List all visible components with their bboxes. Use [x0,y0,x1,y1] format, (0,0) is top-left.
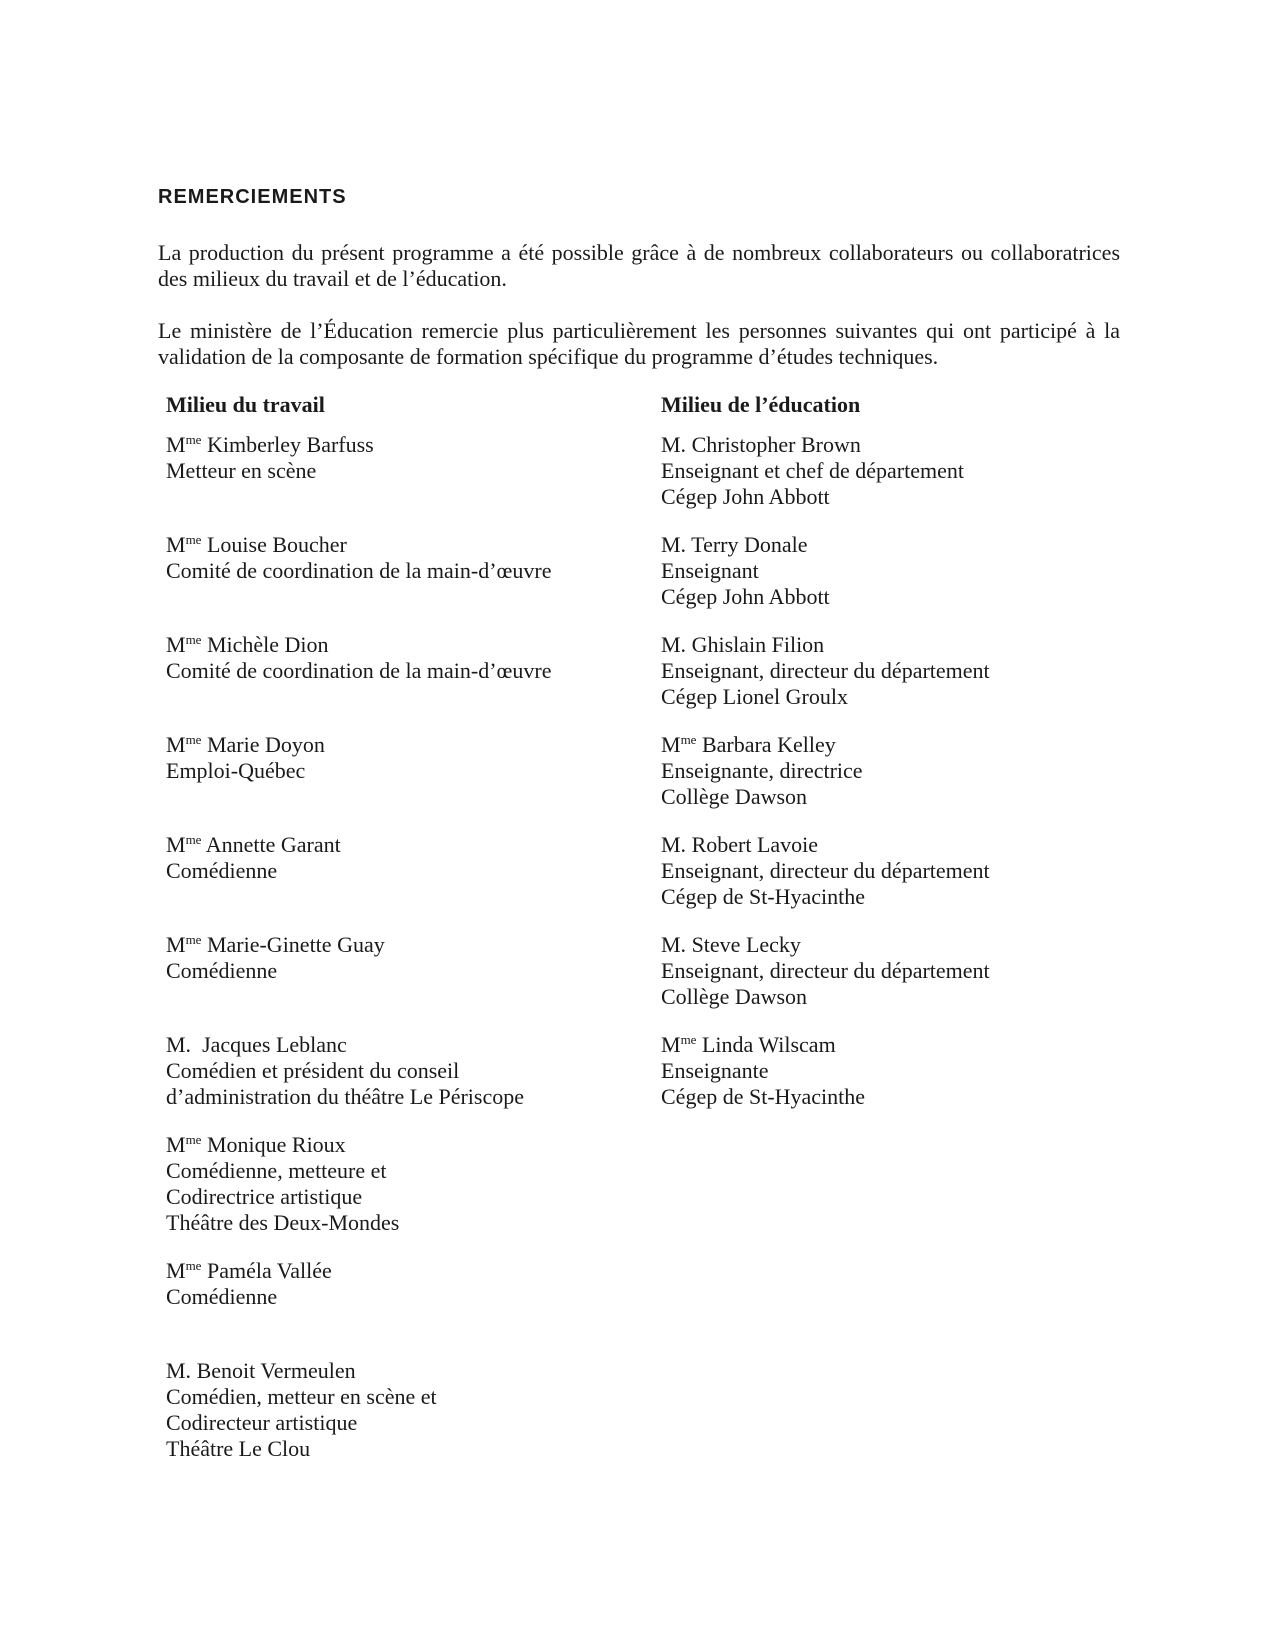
honorific-base: M [661,1032,681,1057]
honorific-base: M [166,732,186,757]
person-name-text: Christopher Brown [686,432,861,457]
person-role: Cégep John Abbott [661,584,830,609]
person-role: Enseignant et chef de département [661,458,964,483]
person-entry [661,932,1121,1032]
honorific-base: M. [166,1358,192,1383]
person-name [166,1258,626,1284]
person-name-text: Louise Boucher [201,532,347,557]
person-role: Cégep John Abbott [661,484,830,509]
person-name [661,932,1121,958]
person-name-text: Marie Doyon [201,732,325,757]
person-name [661,632,1121,658]
honorific-base: M. [661,432,687,457]
person-role: Comédien et président du conseil [166,1058,460,1083]
person-name [166,1358,626,1384]
person-name [661,1032,1121,1058]
person-role: Enseignant [661,558,759,583]
person-role: Enseignant, directeur du département [661,858,990,883]
person-name [166,1132,626,1158]
person-name [166,1032,626,1058]
honorific-base: M [166,1132,186,1157]
person-role: Enseignante [661,1058,769,1083]
person-role: Cégep Lionel Groulx [661,684,848,709]
work-column-title: Milieu du travail [166,392,325,417]
person-role: Comédienne [166,958,278,983]
honorific-base: M [166,932,186,957]
honorific-superscript: me [185,632,202,647]
person-entry [661,432,1121,532]
person-name-text: Linda Wilscam [696,1032,836,1057]
honorific [166,632,201,657]
person-name-text: Terry Donale [686,532,808,557]
person-role: Cégep de St-Hyacinthe [661,1084,866,1109]
person-name-text: Benoit Vermeulen [191,1358,356,1383]
honorific-superscript: me [185,732,202,747]
person-entry [166,432,626,532]
person-role: Comédienne [166,858,278,883]
person-role: Théâtre Le Clou [166,1436,311,1461]
person-name-text: Steve Lecky [686,932,801,957]
person-entry [166,1358,626,1484]
person-name-text: Jacques Leblanc [191,1032,347,1057]
honorific [166,432,201,457]
honorific-base: M. [166,1032,192,1057]
education-column-title: Milieu de l’éducation [661,392,861,417]
honorific [166,932,201,957]
person-role: Metteur en scène [166,458,317,483]
honorific [166,1258,201,1283]
person-role: Enseignant, directeur du département [661,958,990,983]
person-entry [166,1258,626,1358]
person-entry [166,832,626,932]
person-name-text: Michèle Dion [201,632,329,657]
person-name-text: Kimberley Barfuss [201,432,374,457]
honorific-base: M [661,732,681,757]
person-role: d’administration du théâtre Le Périscope [166,1084,524,1109]
person-role: Comité de coordination de la main-d’œuvre [166,558,552,583]
honorific-base: M. [661,532,687,557]
person-name-text: Ghislain Filion [686,632,825,657]
person-name [166,932,626,958]
work-column [166,392,626,1484]
education-column [661,392,1121,1132]
honorific-superscript: me [680,1032,697,1047]
honorific-base: M [166,832,186,857]
honorific-superscript: me [185,1132,202,1147]
person-name [166,532,626,558]
intro-paragraph: La production du présent programme a été possible grâce à de nombreux collaborateurs ou collaboratrices des milieux du travail et de l’éducation. [158,240,1120,291]
person-name [166,432,626,458]
person-name [166,632,626,658]
person-role: Comité de coordination de la main-d’œuvre [166,658,552,683]
honorific-superscript: me [185,932,202,947]
person-entry [166,732,626,832]
honorific [661,432,686,457]
person-role: Enseignante, directrice [661,758,863,783]
person-entry [166,632,626,732]
honorific [661,732,696,757]
honorific-base: M [166,532,186,557]
honorific-superscript: me [680,732,697,747]
person-entry [166,1032,626,1132]
honorific-base: M. [661,932,687,957]
honorific-superscript: me [185,1258,202,1273]
honorific [166,1032,191,1057]
honorific-superscript: me [185,832,202,847]
person-name-text: Monique Rioux [201,1132,346,1157]
honorific [166,1132,201,1157]
person-role: Cégep de St-Hyacinthe [661,884,866,909]
person-entry [166,1132,626,1258]
honorific-base: M [166,432,186,457]
person-name [166,732,626,758]
person-name-text: Robert Lavoie [686,832,819,857]
person-role: Codirecteur artistique [166,1410,358,1435]
person-role: Comédien, metteur en scène et [166,1384,437,1409]
person-role: Collège Dawson [661,984,808,1009]
thanks-paragraph: Le ministère de l’Éducation remercie plus particulièrement les personnes suivantes qui ont participé à la validation de la composante de formation spécifique du programme d’études techniques. [158,318,1120,369]
person-name [661,732,1121,758]
honorific-superscript: me [185,532,202,547]
honorific [166,532,201,557]
honorific-base: M [166,632,186,657]
person-entry [661,532,1121,632]
work-list [166,432,626,1484]
honorific [166,732,201,757]
page-heading: REMERCIEMENTS [158,186,347,208]
person-role: Comédienne, metteure et [166,1158,387,1183]
person-entry [661,832,1121,932]
person-name-text: Paméla Vallée [201,1258,332,1283]
person-name-text: Annette Garant [201,832,341,857]
person-entry [661,732,1121,832]
honorific [166,1358,191,1383]
person-role: Théâtre des Deux-Mondes [166,1210,400,1235]
person-entry [661,632,1121,732]
honorific [661,632,686,657]
person-name-text: Barbara Kelley [696,732,836,757]
person-role: Enseignant, directeur du département [661,658,990,683]
honorific-base: M. [661,632,687,657]
person-role: Comédienne [166,1284,278,1309]
person-role: Codirectrice artistique [166,1184,363,1209]
honorific-superscript: me [185,432,202,447]
honorific [661,532,686,557]
honorific-base: M [166,1258,186,1283]
honorific [166,832,201,857]
person-entry [166,532,626,632]
person-name [661,532,1121,558]
education-list [661,432,1121,1132]
person-role: Collège Dawson [661,784,808,809]
honorific-base: M. [661,832,687,857]
person-name-text: Marie-Ginette Guay [201,932,385,957]
person-name [661,432,1121,458]
honorific [661,1032,696,1057]
person-role: Emploi-Québec [166,758,306,783]
honorific [661,932,686,957]
person-entry [661,1032,1121,1132]
person-name [661,832,1121,858]
honorific [661,832,686,857]
person-entry [166,932,626,1032]
person-name [166,832,626,858]
